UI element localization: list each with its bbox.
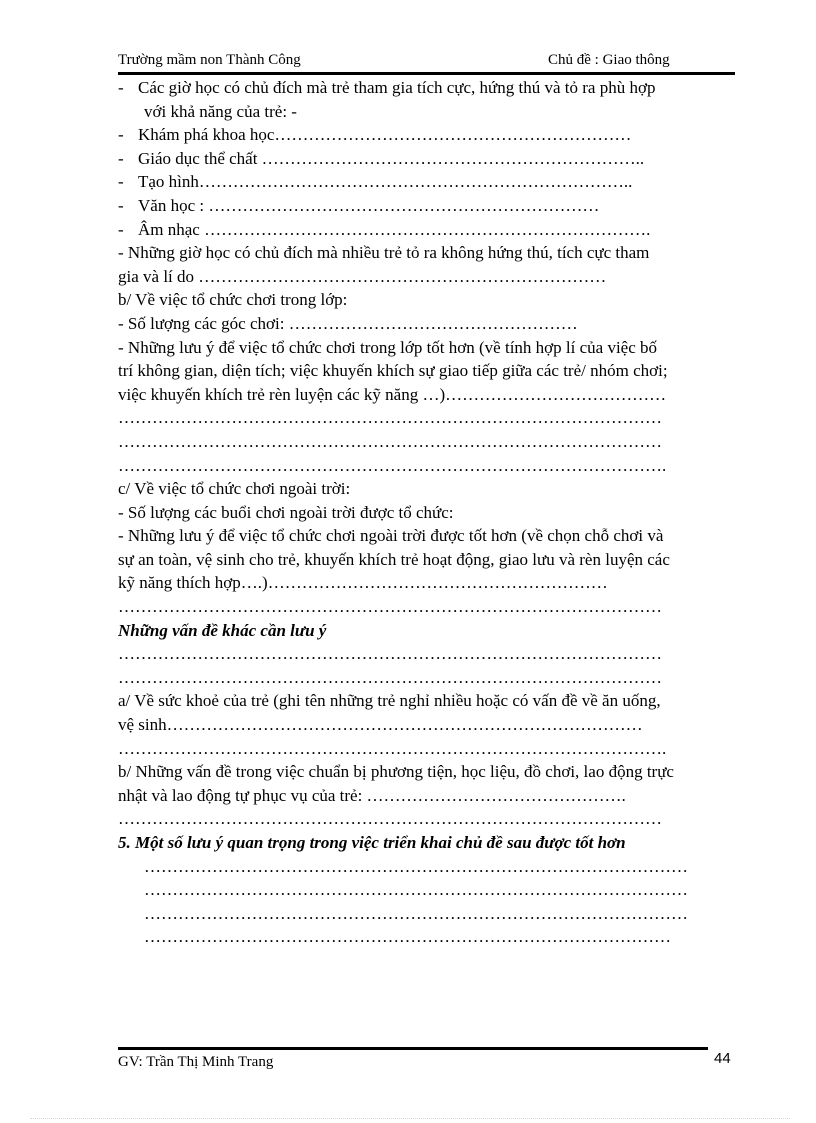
text-line: [118, 548, 738, 572]
text-line: [118, 194, 738, 218]
text-line: [118, 241, 738, 265]
line-text: …………………………………………………………………………………….: [118, 738, 667, 758]
page-edge-border: [30, 1118, 790, 1119]
line-text: ……………………………………………………………………………………: [118, 431, 662, 451]
text-line: [118, 147, 738, 171]
line-text: ……………………………………………………………………………………: [144, 880, 688, 900]
line-text: ……………………………………………………………………………………: [118, 408, 662, 428]
text-line: [118, 123, 738, 147]
line-text: …………………………………………………………………………………: [144, 927, 671, 947]
bullet-dash: -: [118, 78, 124, 97]
line-text: sự an toàn, vệ sinh cho trẻ, khuyến khích trẻ hoạt động, giao lưu và rèn luyện các: [118, 549, 670, 569]
text-line: [118, 689, 738, 713]
section-heading: [118, 619, 738, 643]
text-line: [118, 855, 738, 879]
header-topic: Chủ đề : Giao thông: [548, 52, 670, 68]
text-line: [118, 524, 738, 548]
line-text: việc khuyến khích trẻ rèn luyện các kỹ năng …)…………………………………: [118, 384, 667, 404]
text-line: [118, 170, 738, 194]
header-divider: [118, 72, 735, 75]
text-line: [118, 784, 738, 808]
text-line: [118, 312, 738, 336]
text-line: [118, 925, 738, 949]
line-text: Giáo dục thể chất …………………………………………………………..: [138, 148, 645, 168]
page-number: 44: [714, 1050, 731, 1067]
bullet-dash: -: [118, 148, 124, 168]
text-line: [118, 359, 738, 383]
line-text: - Những giờ học có chủ đích mà nhiều trẻ tỏ ra không hứng thú, tích cực tham: [118, 243, 650, 263]
bullet-dash: -: [118, 219, 124, 239]
footer-divider: [118, 1047, 708, 1050]
line-text: ……………………………………………………………………………………: [118, 597, 662, 617]
text-line: [118, 760, 738, 784]
line-text: Các giờ học có chủ đích mà trẻ tham gia tích cực, hứng thú và tỏ ra phù hợp: [138, 78, 656, 97]
line-text: với khả năng của trẻ: -: [144, 101, 297, 121]
line-text: nhật và lao động tự phục vụ của trẻ: ……………………………………….: [118, 785, 626, 805]
text-line: [118, 477, 738, 501]
line-text: Âm nhạc …………………………………………………………………….: [138, 219, 651, 239]
text-line: [118, 737, 738, 761]
text-line: [118, 383, 738, 407]
line-text: a/ Về sức khoẻ của trẻ (ghi tên những trẻ nghỉ nhiều hoặc có vấn đề về ăn uống,: [118, 691, 661, 711]
line-text: - Những lưu ý để việc tổ chức chơi ngoài trời được tốt hơn (về chọn chỗ chơi và: [118, 526, 664, 546]
line-text: b/ Về việc tổ chức chơi trong lớp:: [118, 290, 348, 310]
bullet-dash: -: [118, 125, 124, 145]
footer-author: GV: Trần Thị Minh Trang: [118, 1054, 274, 1070]
bullet-dash: -: [118, 195, 124, 215]
line-text: …………………………………………………………………………………….: [118, 455, 667, 475]
line-text: Khám phá khoa học………………………………………………………: [138, 125, 632, 145]
text-line: [118, 642, 738, 666]
text-line: [118, 100, 738, 124]
section-heading: [118, 831, 738, 855]
text-line: [118, 501, 738, 525]
header-school-name: Trường mầm non Thành Công: [118, 52, 301, 68]
text-line: [118, 218, 738, 242]
line-text: - Số lượng các góc chơi: ……………………………………………: [118, 313, 578, 333]
line-text: - Những lưu ý để việc tổ chức chơi trong lớp tốt hơn (về tính hợp lí của việc bố: [118, 337, 658, 357]
text-line: [118, 406, 738, 430]
line-text: ……………………………………………………………………………………: [118, 809, 662, 829]
text-line: [118, 430, 738, 454]
line-text: 5. Một số lưu ý quan trọng trong việc triển khai chủ đề sau được tốt hơn: [118, 833, 626, 852]
text-line: [118, 76, 738, 100]
text-line: [118, 878, 738, 902]
line-text: Văn học : ……………………………………………………………: [138, 195, 600, 215]
line-text: gia và lí do ………………………………………………………………: [118, 266, 607, 286]
page-header: [118, 52, 735, 72]
text-line: [118, 666, 738, 690]
line-text: ……………………………………………………………………………………: [144, 856, 688, 876]
text-line: [118, 454, 738, 478]
line-text: c/ Về việc tổ chức chơi ngoài trời:: [118, 479, 351, 499]
text-line: [118, 265, 738, 289]
text-line: [118, 336, 738, 360]
text-line: [118, 288, 738, 312]
document-body: [118, 76, 738, 949]
line-text: trí không gian, diện tích; việc khuyến khích sự giao tiếp giữa các trẻ/ nhóm chơi;: [118, 361, 668, 381]
text-line: [118, 807, 738, 831]
line-text: ……………………………………………………………………………………: [118, 644, 662, 664]
text-line: [118, 713, 738, 737]
line-text: vệ sinh…………………………………………………………………………: [118, 715, 643, 735]
line-text: ……………………………………………………………………………………: [144, 903, 688, 923]
line-text: Tạo hình…………………………………………………………………..: [138, 172, 633, 192]
text-line: [118, 902, 738, 926]
line-text: Những vấn đề khác cần lưu ý: [118, 620, 327, 640]
bullet-dash: -: [118, 172, 124, 192]
line-text: ……………………………………………………………………………………: [118, 667, 662, 687]
text-line: [118, 595, 738, 619]
line-text: kỹ năng thích hợp….)……………………………………………………: [118, 573, 608, 593]
text-line: [118, 571, 738, 595]
line-text: - Số lượng các buổi chơi ngoài trời được tổ chức:: [118, 502, 454, 522]
line-text: b/ Những vấn đề trong việc chuẩn bị phương tiện, học liệu, đồ chơi, lao động trực: [118, 762, 674, 782]
